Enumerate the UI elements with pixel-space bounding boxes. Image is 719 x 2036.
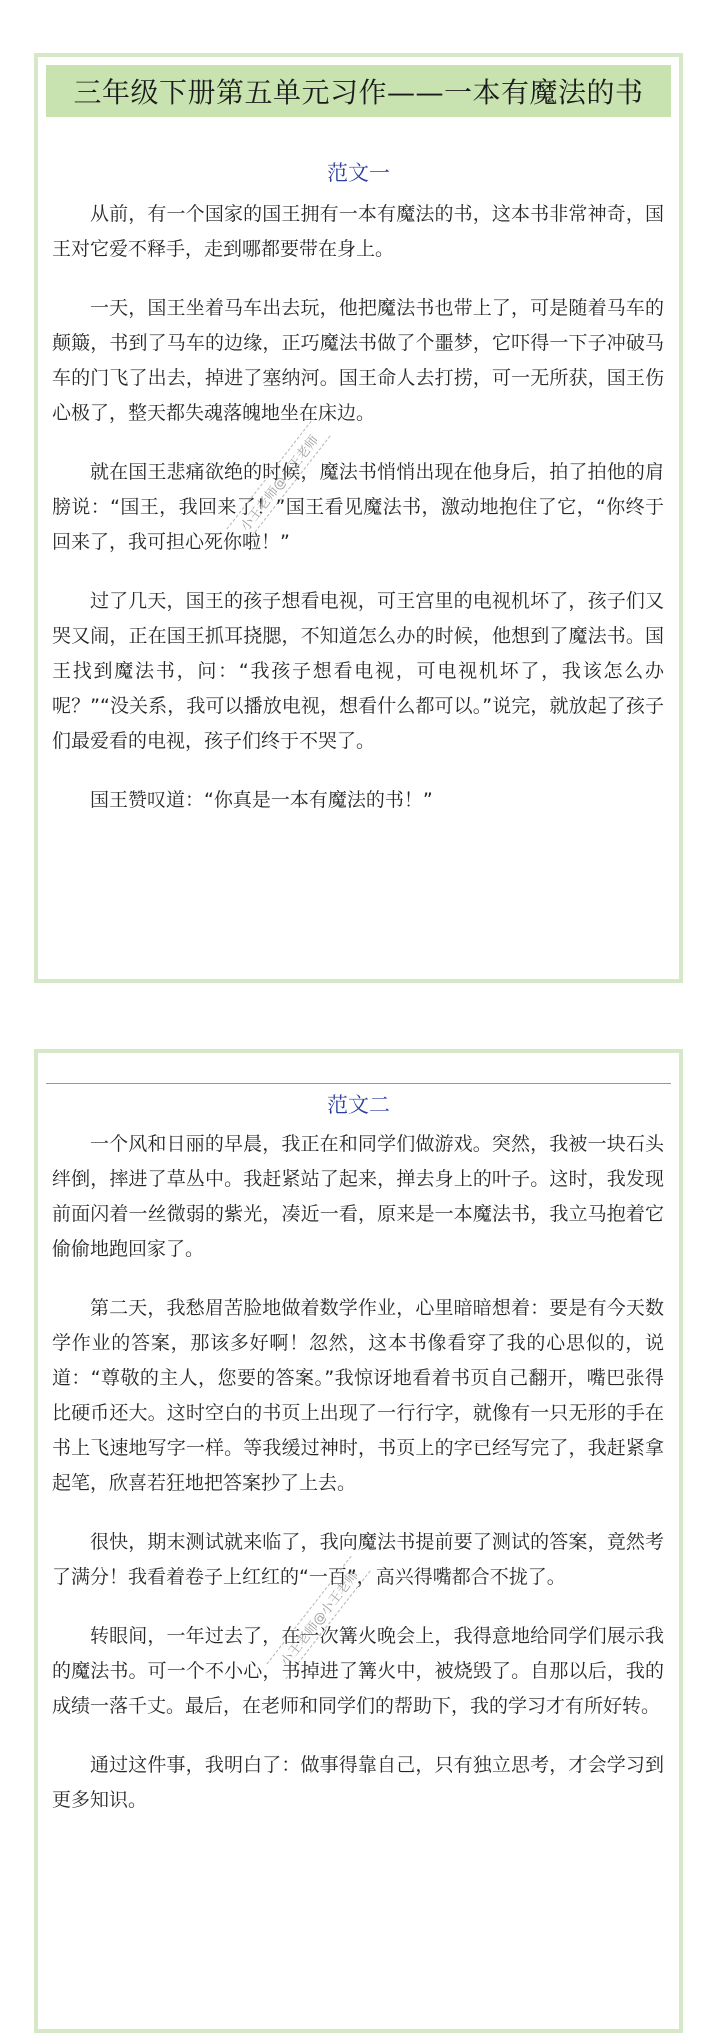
page-title: 三年级下册第五单元习作——一本有魔法的书 (73, 76, 644, 109)
essay2-paragraph: 一个风和日丽的早晨，我正在和同学们做游戏。突然，我被一块石头绊倒，摔进了草丛中。我赶紧站了起来，掸去身上的叶子。这时，我发现前面闪着一丝微弱的紫光，凑近一看，原来是一本魔法书，我立马抱着它偷偷地跑回家了。 (52, 1133, 664, 1260)
essay2-paragraph: 转眼间，一年过去了，在一次篝火晚会上，我得意地给同学们展示我的魔法书。可一个不小心，书掉进了篝火中，被烧毁了。自那以后，我的成绩一落千丈。最后，在老师和同学们的帮助下，我的学习才有所好转。 (52, 1625, 664, 1717)
essay1-paragraph: 从前，有一个国家的国王拥有一本有魔法的书，这本书非常神奇，国王对它爱不释手，走到哪都要带在身上。 (52, 203, 664, 260)
essay2-title: 范文二 (327, 1093, 390, 1117)
essay1-body (52, 197, 664, 842)
essay-card-2 (34, 1049, 683, 2033)
essay1-paragraph: 就在国王悲痛欲绝的时候，魔法书悄悄出现在他身后，拍了拍他的肩膀说：“国王，我回来了！”国王看见魔法书，激动地抱住了它，“你终于回来了，我可担心死你啦！” (52, 461, 664, 553)
watermark: 小王老师@小王老师 (226, 421, 330, 544)
essay1-title: 范文一 (327, 161, 390, 185)
watermark: 小王老师@小王老师 (266, 1556, 370, 1679)
essay1-paragraph: 国王赞叹道：“你真是一本有魔法的书！” (90, 789, 433, 811)
essay-card-1 (34, 53, 683, 983)
header-banner (46, 65, 671, 117)
essay1-paragraph: 过了几天，国王的孩子想看电视，可王宫里的电视机坏了，孩子们又哭又闹，正在国王抓耳挠腮，不知道怎么办的时候，他想到了魔法书。国王找到魔法书，问：“我孩子想看电视，可电视机坏了，我该怎么办呢？”“没关系，我可以播放电视，想看什么都可以。”说完，就放起了孩子们最爱看的电视，孩子们终于不哭了。 (52, 590, 664, 752)
essay1-paragraph: 一天，国王坐着马车出去玩，他把魔法书也带上了，可是随着马车的颠簸，书到了马车的边缘，正巧魔法书做了个噩梦，它吓得一下子冲破马车的门飞了出去，掉进了塞纳河。国王命人去打捞，可一无所获，国王伤心极了，整天都失魂落魄地坐在床边。 (52, 297, 664, 424)
essay2-paragraph: 很快，期末测试就来临了，我向魔法书提前要了测试的答案，竟然考了满分！我看着卷子上红红的“一百”，高兴得嘴都合不拢了。 (52, 1531, 664, 1588)
essay2-paragraph: 第二天，我愁眉苦脸地做着数学作业，心里暗暗想着：要是有今天数学作业的答案，那该多好啊！忽然，这本书像看穿了我的心思似的，说道：“尊敬的主人，您要的答案。”我惊讶地看着书页自己翻开，嘴巴张得比硬币还大。这时空白的书页上出现了一行行字，就像有一只无形的手在书上飞速地写字一样。等我缓过神时，书页上的字已经写完了，我赶紧拿起笔，欣喜若狂地把答案抄了上去。 (52, 1297, 664, 1494)
essay2-paragraph: 通过这件事，我明白了：做事得靠自己，只有独立思考，才会学习到更多知识。 (52, 1754, 664, 1811)
essay2-body (52, 1127, 664, 1842)
section-divider (46, 1083, 671, 1084)
